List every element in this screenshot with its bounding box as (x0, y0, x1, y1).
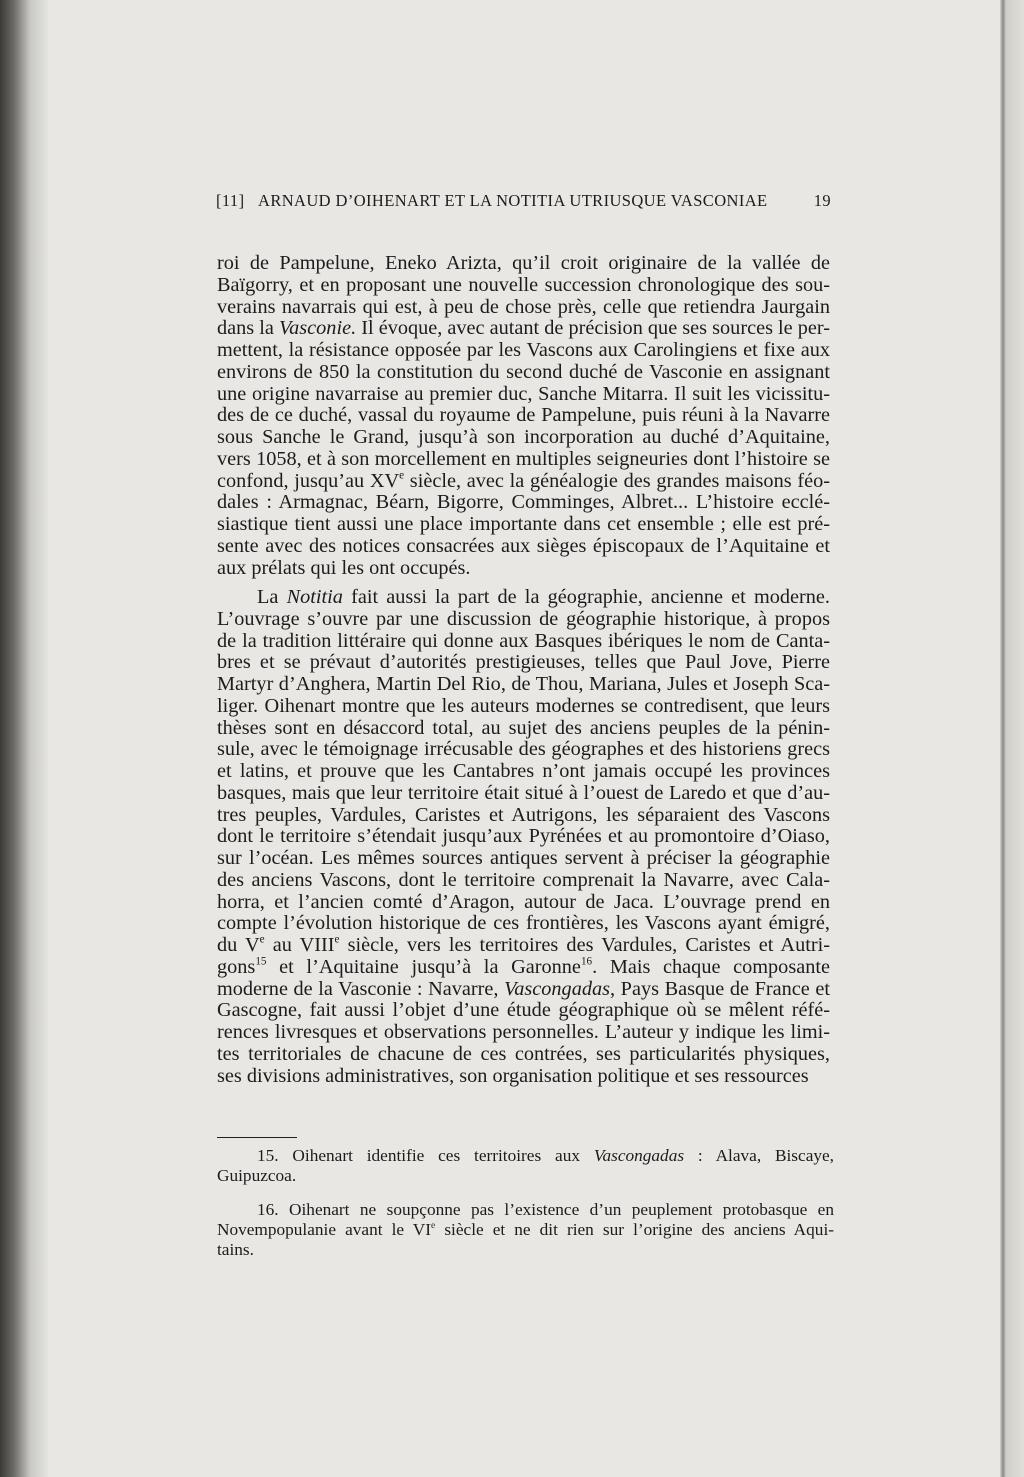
text-segment: siastique tient aussi une place importante dans cet ensemble ; elle est pré- (217, 513, 830, 535)
text-line (217, 718, 830, 740)
text-segment: sous Sanche le Grand, jusqu’à son incorporation au duché d’Aquitaine, (217, 426, 830, 448)
text-segment: sule, avec le témoignage irrécusable des géographes et des historiens grecs (217, 738, 830, 761)
text-segment: sur l’océan. Les mêmes sources antiques servent à préciser la géographie (217, 847, 830, 869)
text-segment: du V (217, 934, 260, 956)
text-segment: horra, et l’ancien comté d’Aragon, autour de Jaca. L’ouvrage prend en (217, 890, 830, 913)
text-segment: de la tradition littéraire qui donne aux Basques ibériques le nom de Canta- (217, 629, 830, 652)
text-segment: verains navarrais qui est, à peu de chose près, celle que retiendra Jaurgain (217, 295, 830, 318)
paragraph-1 (217, 253, 830, 579)
text-segment: et latins, et prouve que les Cantabres n’ont jamais occupé les provinces (217, 760, 830, 782)
text-line (217, 1066, 830, 1088)
text-segment: dans la (217, 317, 279, 340)
text-segment: vers 1058, et à son morcellement en multiples seigneuries dont l’histoire se (217, 447, 830, 470)
text-segment: tres peuples, Vardules, Caristes et Autrigons, les séparaient des Vascons (217, 803, 830, 826)
page-edge (1000, 0, 1024, 1477)
text-segment: sente avec des notices consacrées aux sièges épiscopaux de l’Aquitaine et (217, 534, 830, 557)
text-line (217, 492, 830, 514)
text-segment: tains. (217, 1240, 254, 1259)
text-segment: gons (217, 955, 256, 978)
text-line (217, 587, 830, 609)
footnote-line (217, 1220, 834, 1240)
text-segment: Novempopulanie avant le VI (217, 1220, 432, 1239)
page-number: 19 (813, 191, 831, 210)
superscript: e (259, 933, 265, 946)
text-line (217, 848, 830, 870)
section-number: [11] (216, 191, 245, 210)
text-segment: dont le territoire s’étendait jusqu’aux Pyrénées et au promontoire d’Oiaso, (217, 825, 830, 848)
text-segment: Baïgorry, et en proposant une nouvelle succession chronologique des sou- (217, 273, 830, 296)
text-line (217, 1044, 830, 1066)
book-gutter-shadow (0, 0, 48, 1477)
text-segment: siècle, vers les territoires des Vardules, Caristes et Autri- (339, 934, 830, 956)
text-segment: des anciens Vascons, dont le territoire comprenait la Navarre, avec Cala- (217, 868, 830, 891)
text-segment: basques, mais que leur territoire était situé à l’ouest de Laredo et que d’au- (217, 781, 830, 804)
text-segment: L’ouvrage s’ouvre par une discussion de géographie historique, à propos (217, 607, 830, 630)
text-segment: mettent, la résistance opposée par les Vascons aux Carolingiens et fixe aux (217, 339, 830, 361)
text-line (217, 1022, 830, 1044)
text-segment: confond, jusqu’au XV (217, 469, 400, 492)
text-line (217, 631, 830, 653)
text-segment: 16. Oihenart ne soupçonne pas l’existence d’un peuplement protobasque en (257, 1200, 834, 1219)
text-line (217, 449, 830, 471)
running-header (216, 191, 831, 211)
text-segment: moderne de la Vasconie : Navarre, (217, 977, 505, 1000)
text-line (217, 253, 830, 275)
text-line (217, 297, 830, 319)
text-line (217, 805, 830, 827)
text-segment: Martyr d’Anghera, Martin Del Rio, de Thou, Mariana, Jules et Joseph Sca- (217, 673, 830, 695)
text-line (217, 979, 830, 1001)
text-line (217, 870, 830, 892)
text-line (217, 536, 830, 558)
text-segment: compte l’évolution historique de ces frontières, les Vascons ayant émigré, (217, 912, 830, 935)
text-segment: des de ce duché, vassal du royaume de Pampelune, puis réuni à la Navarre (217, 404, 830, 427)
text-segment: , Pays Basque de France et (610, 977, 830, 1000)
text-line (217, 384, 830, 406)
running-title: ARNAUD D’OIHENART ET LA NOTITIA UTRIUSQUE VASCONIAE (258, 191, 768, 210)
text-line (217, 674, 830, 696)
italic-text: Vascongadas (593, 1146, 685, 1165)
footnote-line (217, 1146, 834, 1166)
superscript: e (431, 1220, 436, 1231)
text-line (217, 739, 830, 761)
paragraph-2 (217, 587, 830, 1087)
text-segment: Guipuzcoa. (217, 1166, 297, 1185)
italic-text: Notitia (286, 586, 343, 608)
footnote-16 (217, 1200, 834, 1260)
footnote-line (217, 1200, 834, 1220)
text-line (217, 340, 830, 362)
text-segment: tes territoriales de chacune de ces contrées, ses particularités physiques, (217, 1042, 830, 1065)
text-segment: 15. Oihenart identifie ces territoires aux (257, 1146, 594, 1165)
text-segment: rences livresques et observations personnelles. L’auteur y indique les limi- (217, 1021, 830, 1043)
text-segment: Gascogne, fait aussi l’objet d’une étude géographique où se mêlent réfé- (217, 999, 830, 1022)
text-line (217, 935, 830, 957)
text-line (217, 427, 830, 449)
superscript: e (334, 933, 340, 946)
text-segment: siècle, avec la généalogie des grandes maisons féo- (404, 469, 830, 492)
superscript: 16 (580, 955, 593, 968)
italic-text: Vascongadas (504, 977, 611, 1000)
text-segment: aux prélats qui les ont occupés. (217, 556, 471, 579)
text-line (217, 761, 830, 783)
text-line (217, 1000, 830, 1022)
text-segment: La (257, 586, 287, 608)
text-segment: thèses sont en désaccord total, au sujet des anciens peuples de la pénin- (217, 716, 830, 739)
text-segment: fait aussi la part de la géographie, ancienne et moderne. (342, 586, 830, 608)
text-segment: siècle et ne dit rien sur l’origine des anciens Aqui- (435, 1220, 834, 1239)
text-line (217, 471, 830, 493)
footnote-line (217, 1166, 834, 1186)
text-line (217, 318, 830, 340)
text-line (217, 957, 830, 979)
text-segment: . Mais chaque composante (592, 955, 830, 978)
text-segment: dales : Armagnac, Béarn, Bigorre, Comminges, Albret... L’histoire ecclé- (217, 491, 830, 514)
text-segment: Il évoque, avec autant de précision que ses sources le per- (356, 317, 831, 340)
superscript: e (399, 469, 405, 482)
footnote-line (217, 1240, 834, 1260)
text-segment: au VIII (264, 934, 335, 956)
text-segment: ses divisions administratives, son organisation politique et ses ressources (217, 1064, 809, 1087)
footnote-rule (217, 1137, 297, 1138)
text-segment: environs de 850 la constitution du second duché de Vasconie en assignant (217, 360, 830, 383)
italic-text: Vasconie. (278, 317, 357, 340)
text-line (217, 913, 830, 935)
text-segment: bres et se prévaut d’autorités prestigieuses, telles que Paul Jove, Pierre (217, 651, 830, 674)
text-segment: liger. Oihenart montre que les auteurs modernes se contredisent, que leurs (217, 694, 830, 717)
text-line (217, 405, 830, 427)
text-line (217, 609, 830, 631)
superscript: 15 (255, 955, 267, 968)
text-line (217, 696, 830, 718)
text-segment: roi de Pampelune, Eneko Arizta, qu’il croit originaire de la vallée de (217, 252, 830, 274)
text-line (217, 514, 830, 536)
text-line (217, 826, 830, 848)
text-line (217, 275, 830, 297)
text-segment: une origine navarraise au premier duc, Sanche Mitarra. Il suit les vicissitu- (217, 382, 830, 405)
text-line (217, 652, 830, 674)
text-segment: et l’Aquitaine jusqu’à la Garonne (266, 955, 581, 978)
text-line (217, 892, 830, 914)
footnote-15 (217, 1146, 834, 1186)
text-line (217, 362, 830, 384)
text-line (217, 558, 830, 580)
text-segment: : Alava, Biscaye, (684, 1146, 834, 1165)
text-line (217, 783, 830, 805)
